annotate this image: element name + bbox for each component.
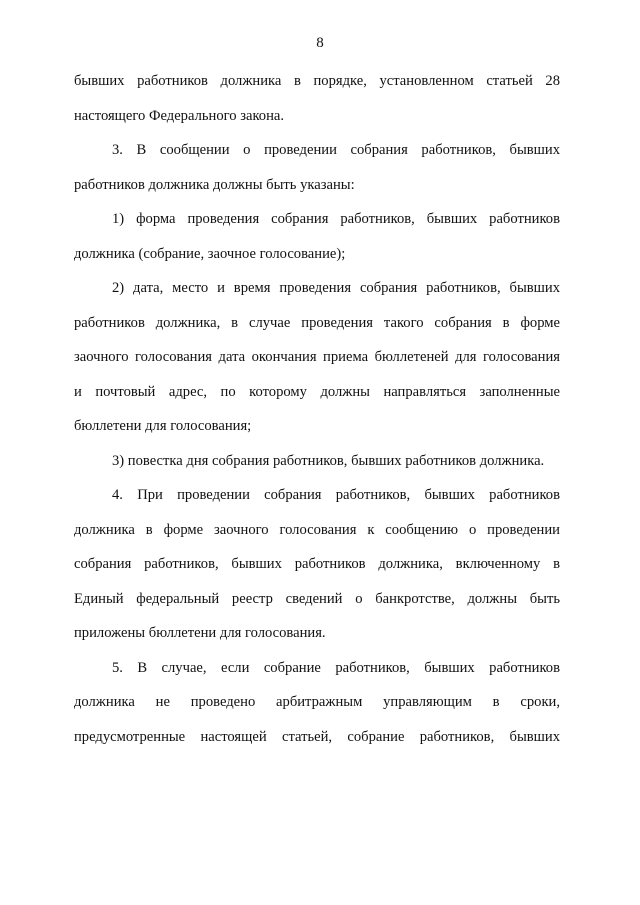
text-line: работников должника, в случае проведения такого собрания в форме [74,314,560,331]
text-line: и почтовый адрес, по которому должны направляться заполненные [74,383,560,400]
text-line: Единый федеральный реестр сведений о банкротстве, должны быть [74,590,560,607]
text-line: 2) дата, место и время проведения собрания работников, бывших [112,280,560,296]
text-line: настоящего Федерального закона. [74,107,285,124]
text-line: работников должника должны быть указаны: [74,176,355,193]
text-line: должника не проведено арбитражным управляющим в сроки, [74,694,560,710]
text-line: должника в форме заочного голосования к сообщению о проведении [74,521,560,538]
text-line: 1) форма проведения собрания работников, бывших работников [112,211,560,227]
text-line: собрания работников, бывших работников должника, включенному в [74,556,560,572]
text-line: бюллетени для голосования; [74,418,252,434]
text-line: бывших работников должника в порядке, установленном статьей 28 [74,73,560,89]
text-line: 4. При проведении собрания работников, бывших работников [112,487,560,503]
text-line: 5. В случае, если собрание работников, бывших работников [112,659,560,676]
text-line: должника (собрание, заочное голосование); [74,245,346,262]
text-line: 3. В сообщении о проведении собрания работников, бывших [112,142,560,158]
document-body [74,72,560,762]
text-line: предусмотренные настоящей статьей, собрание работников, бывших [74,728,560,745]
text-line: приложены бюллетени для голосования. [74,625,326,641]
text-line: заочного голосования дата окончания приема бюллетеней для голосования [74,349,560,365]
text-line: 3) повестка дня собрания работников, бывших работников должника. [112,452,545,469]
page-number: 8 [316,35,324,51]
